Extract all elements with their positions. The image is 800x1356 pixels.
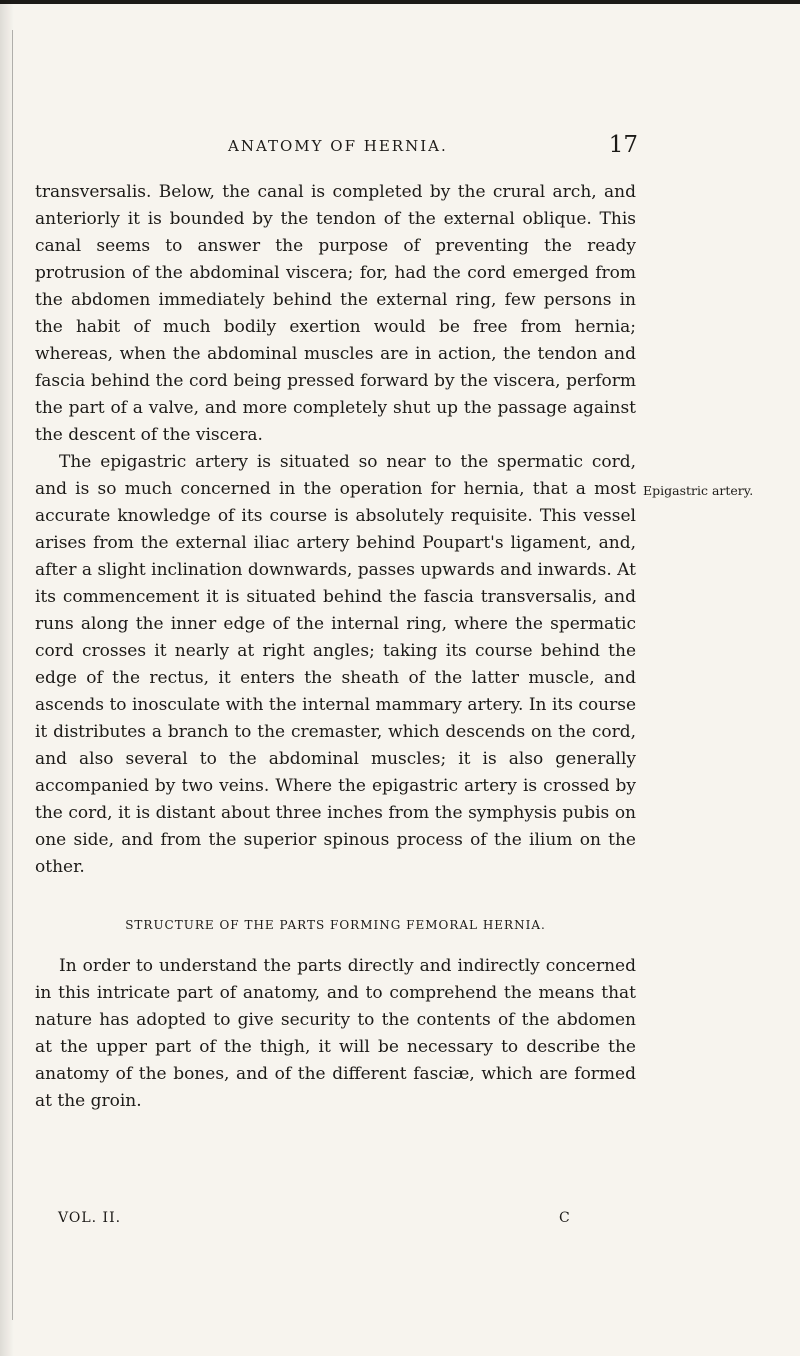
volume-label: VOL. II. [58,1210,122,1226]
signature-mark: C [559,1210,570,1226]
running-title: ANATOMY OF HERNIA. [228,137,448,155]
binding-gutter-line [12,30,13,1320]
top-edge-rule [0,0,800,4]
body-text [35,179,636,1115]
paragraph-epigastric-artery: The epigastric artery is situated so near to the spermatic cord, and is so much concerned in the operation for hernia, that a most accurate knowledge of its course is absolutely requisite. This vessel arises from the external iliac artery behind Poupart's ligament, and, after a slight inclination downwards, passes upwards and inwards. At its commencement it is situated behind the fascia transversalis, and runs along the inner edge of the internal ring, where the spermatic cord crosses it nearly at right angles; taking its course behind the edge of the rectus, it enters the sheath of the latter muscle, and ascends to inosculate with the internal mammary artery. In its course it distributes a branch to the cremaster, which descends on the cord, and also several to the abdominal muscles; it is also generally accompanied by two veins. Where the epigastric artery is crossed by the cord, it is distant about three inches from the symphysis pubis on one side, and from the superior spinous process of the ilium on the other. [35,452,636,877]
page-header [228,132,638,161]
section-heading: STRUCTURE OF THE PARTS FORMING FEMORAL HERNIA. [125,918,546,932]
paragraph-canal-description: transversalis. Below, the canal is completed by the crural arch, and anteriorly it is bounded by the tendon of the external oblique. This canal seems to answer the purpose of preventing the ready protrusion of the abdominal viscera; for, had the cord emerged from the abdomen immediately behind the external ring, few persons in the habit of much bodily exertion would be free from hernia; whereas, when the abdominal muscles are in action, the tendon and fascia behind the cord being pressed forward by the viscera, perform the part of a valve, and more completely shut up the passage against the descent of the viscera. [35,182,636,445]
paragraph-femoral-structure: In order to understand the parts directly and indirectly concerned in this intricate part of anatomy, and to comprehend the means that nature has adopted to give security to the contents of the abdomen at the upper part of the thigh, it will be necessary to describe the anatomy of the bones, and of the different fasciæ, which are formed at the groin. [35,956,636,1111]
marginal-note: Epigastric artery. [643,483,754,498]
page-number: 17 [608,132,638,158]
